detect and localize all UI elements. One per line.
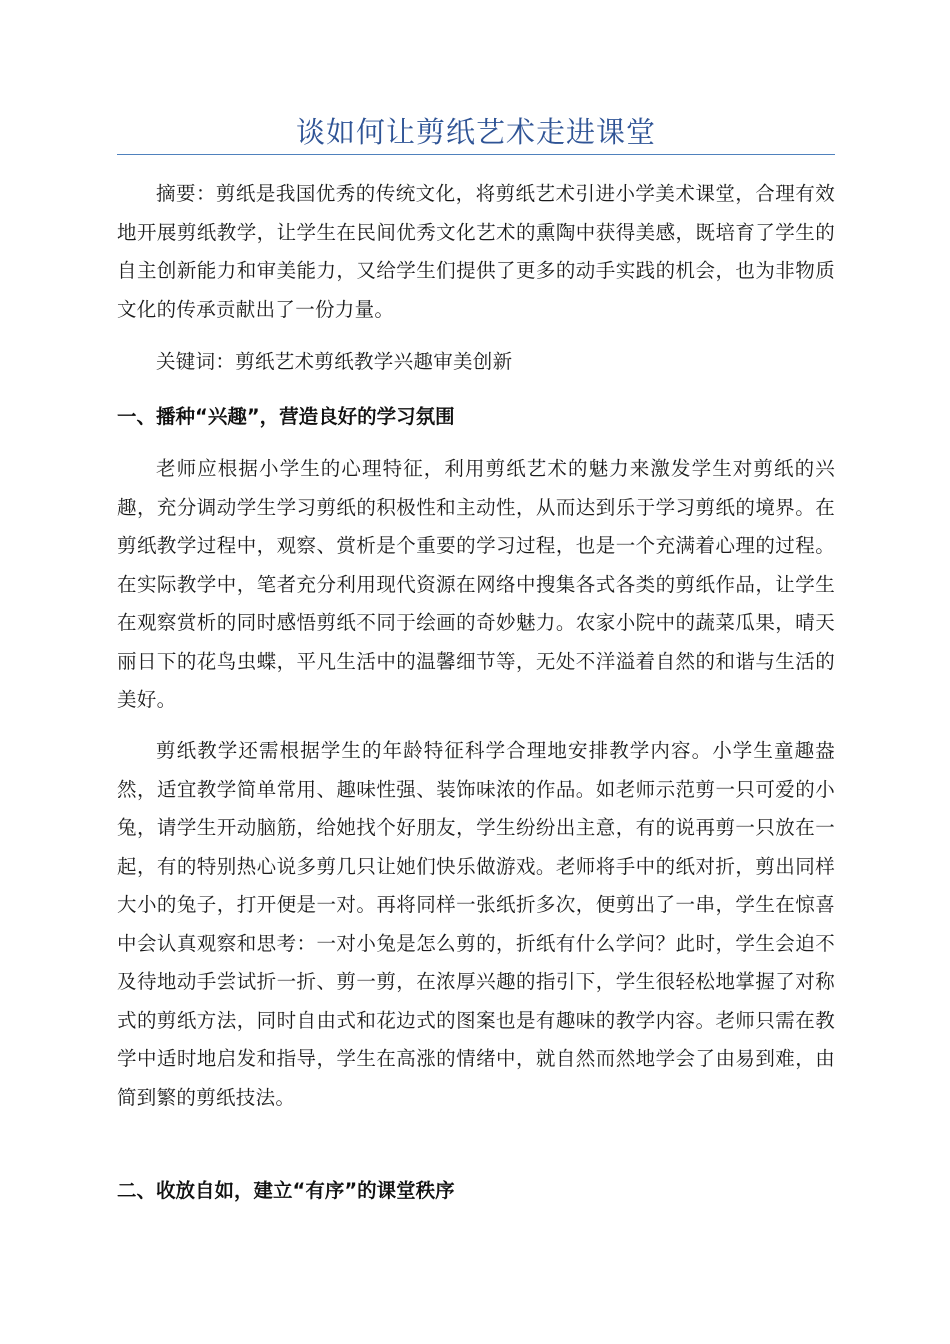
abstract-paragraph: 摘要：剪纸是我国优秀的传统文化，将剪纸艺术引进小学美术课堂，合理有效地开展剪纸教学，让学生在民间优秀文化艺术的熏陶中获得美感，既培育了学生的自主创新能力和审美能力，又给学生们提供了更多的动手实践的机会，也为非物质文化的传承贡献出了一份力量。 [117, 182, 835, 321]
section-1-paragraph-2: 剪纸教学还需根据学生的年龄特征科学合理地安排教学内容。小学生童趣盎然，适宜教学简单常用、趣味性强、装饰味浓的作品。如老师示范剪一只可爱的小兔，请学生开动脑筋，给她找个好朋友，学生纷纷出主意，有的说再剪一只放在一起，有的特别热心说多剪几只让她们快乐做游戏。老师将手中的纸对折，剪出同样大小的兔子，打开便是一对。再将同样一张纸折多次，便剪出了一串，学生在惊喜中会认真观察和思考：一对小兔是怎么剪的，折纸有什么学问？此时，学生会迫不及待地动手尝试折一折、剪一剪，在浓厚兴趣的指引下，学生很轻松地掌握了对称式的剪纸方法，同时自由式和花边式的图案也是有趣味的教学内容。老师只需在教学中适时地启发和指导，学生在高涨的情绪中，就自然而然地学会了由易到难，由简到繁的剪纸技法。 [117, 739, 835, 1109]
section-1-heading: 一、播种“兴趣”，营造良好的学习氛围 [117, 405, 455, 428]
keywords-line: 关键词：剪纸艺术剪纸教学兴趣审美创新 [156, 350, 513, 373]
title-underline [117, 154, 835, 155]
section-2-heading: 二、收放自如，建立“有序”的课堂秩序 [117, 1179, 455, 1202]
section-1-paragraph-1: 老师应根据小学生的心理特征，利用剪纸艺术的魅力来激发学生对剪纸的兴趣，充分调动学生学习剪纸的积极性和主动性，从而达到乐于学习剪纸的境界。在剪纸教学过程中，观察、赏析是个重要的学习过程，也是一个充满着心理的过程。在实际教学中，笔者充分利用现代资源在网络中搜集各式各类的剪纸作品，让学生在观察赏析的同时感悟剪纸不同于绘画的奇妙魅力。农家小院中的蔬菜瓜果，晴天丽日下的花鸟虫蝶，平凡生活中的温馨细节等，无处不洋溢着自然的和谐与生活的美好。 [117, 457, 835, 711]
document-title: 谈如何让剪纸艺术走进课堂 [295, 115, 656, 149]
